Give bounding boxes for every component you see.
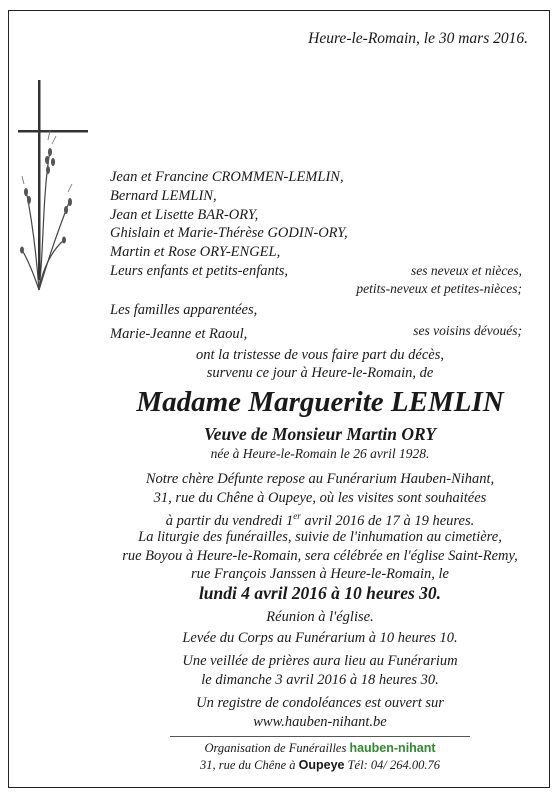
- relation-line: petits-neveux et petites-nièces;: [356, 280, 522, 296]
- announcement-line: survenu ce jour à Heure-le-Romain, de: [206, 365, 434, 381]
- footer-org: [120, 740, 520, 757]
- footer-divider: [170, 736, 470, 737]
- other-family-line: Les familles apparentées,: [110, 302, 258, 318]
- other-family: [110, 298, 257, 346]
- place-date: Heure-le-Romain, le 30 mars 2016.: [308, 30, 528, 47]
- vigil: [100, 652, 540, 689]
- widow-of: Veuve de Monsieur Martin ORY: [203, 424, 437, 444]
- ordinal-suffix: er: [293, 511, 301, 521]
- liturgy-line: La liturgie des funérailles, suivie de l'inhumation au cimetière,: [138, 529, 502, 545]
- liturgy: [100, 528, 540, 584]
- visitation-line: 31, rue du Chêne à Oupeye, où les visites sont souhaitées: [153, 489, 487, 506]
- visitation-hours: avril 2016 de 17 à 19 heures.: [300, 512, 475, 529]
- visitation-date: à partir du vendredi 1: [165, 512, 294, 529]
- address-city: Oupeye: [298, 758, 345, 772]
- family-line: Ghislain et Marie-Thérèse GODIN-ORY,: [110, 225, 348, 242]
- footer: [120, 740, 520, 774]
- phone: Tél: 04/ 264.00.76: [347, 758, 440, 772]
- address-street: 31, rue du Chêne à: [200, 758, 296, 772]
- family-line: Martin et Rose ORY-ENGEL,: [110, 244, 281, 261]
- announcement-line: ont la tristesse de vous faire part du décès,: [196, 347, 444, 363]
- birth-info: née à Heure-le-Romain le 26 avril 1928.: [210, 446, 430, 461]
- register-url-link[interactable]: www.hauben-nihant.be: [253, 713, 387, 730]
- visitation-line: [100, 507, 540, 530]
- register: [100, 694, 540, 731]
- visitation-line: Notre chère Défunte repose au Funérarium Hauben-Nihant,: [145, 471, 495, 487]
- family-list: [110, 168, 348, 281]
- other-family-line: Marie-Jeanne et Raoul,: [110, 326, 248, 342]
- vigil-line: Une veillée de prières aura lieu au Funérarium: [182, 653, 458, 669]
- family-line: Jean et Francine CROMMEN-LEMLIN,: [110, 169, 344, 185]
- funeral-date: lundi 4 avril 2016 à 10 heures 30.: [198, 583, 442, 603]
- vigil-line: le dimanche 3 avril 2016 à 18 heures 30.: [201, 671, 439, 688]
- org-prefix: Organisation de Funérailles: [204, 741, 347, 755]
- family-line: Leurs enfants et petits-enfants,: [110, 262, 289, 279]
- cross-with-wheat-icon: [18, 80, 90, 320]
- neighbors-relation: ses voisins dévoués;: [413, 323, 522, 338]
- meeting: Réunion à l'église.: [266, 609, 374, 625]
- family-line: Jean et Lisette BAR-ORY,: [110, 206, 259, 223]
- levee: Levée du Corps au Funérarium à 10 heures 10.: [182, 630, 458, 646]
- visitation: [100, 470, 540, 530]
- footer-address: [120, 757, 520, 774]
- liturgy-line: rue Boyou à Heure-le-Romain, sera célébrée en l'église Saint-Remy,: [122, 547, 518, 564]
- announcement: [100, 346, 540, 382]
- family-line: Bernard LEMLIN,: [110, 187, 217, 204]
- relatives-relation: [356, 262, 522, 297]
- deceased-name: Madame Marguerite LEMLIN: [136, 386, 504, 418]
- brand-name: hauben-nihant: [349, 741, 436, 755]
- relation-line: ses neveux et nièces,: [411, 263, 522, 278]
- register-line: Un registre de condoléances est ouvert sur: [196, 695, 444, 711]
- liturgy-line: rue François Janssen à Heure-le-Romain, le: [191, 566, 449, 582]
